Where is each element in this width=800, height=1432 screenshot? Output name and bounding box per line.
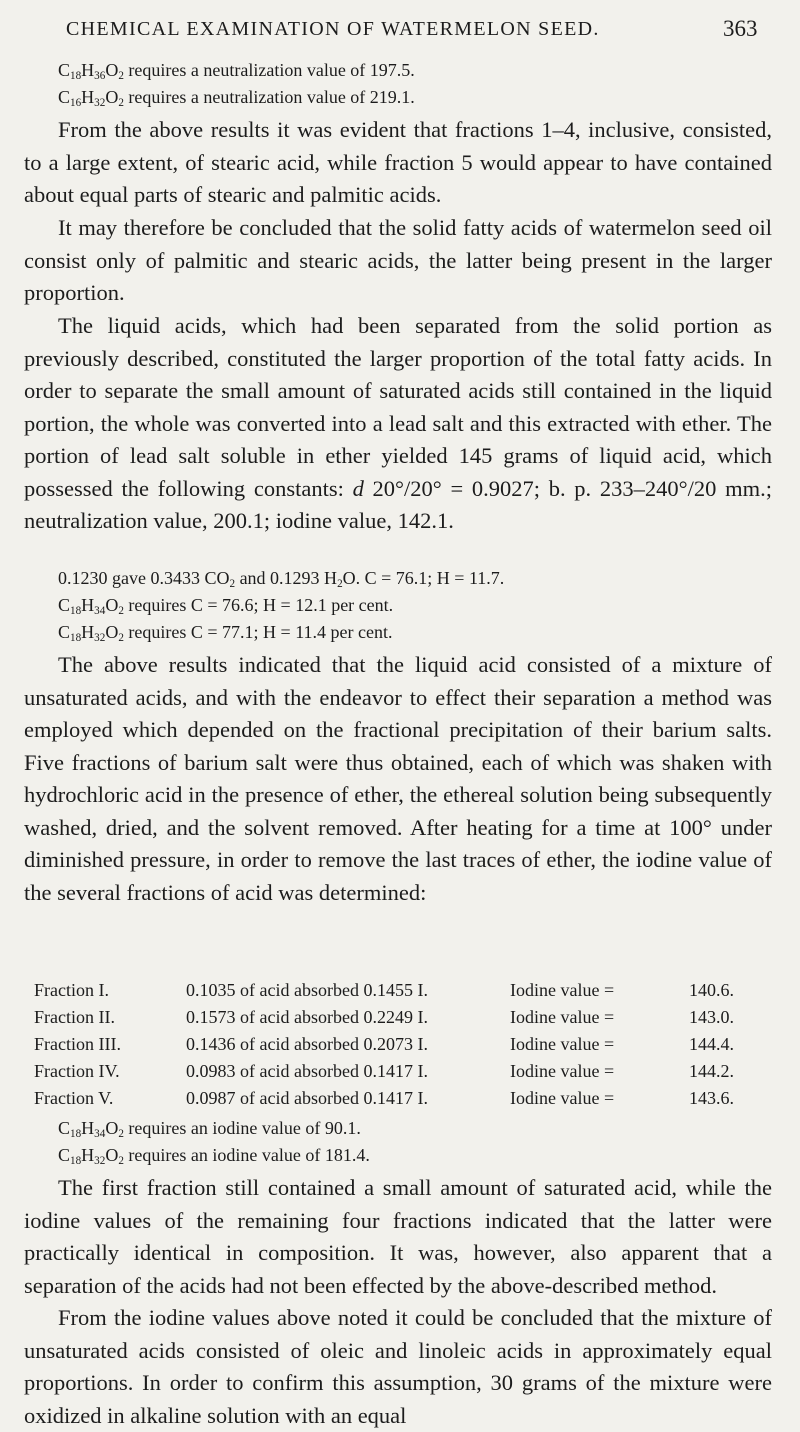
fraction-label: Fraction IV.	[34, 1061, 120, 1081]
analysis-line: $C_{18}H_{34}O_2$ requires C = 76.6; H = 12.1 per cent.	[58, 595, 394, 617]
page-header	[0, 14, 800, 54]
paragraph-text: From the above results it was evident that fractions 1–4, inclusive, consisted, to a large extent, of stearic acid, while fraction 5 would appear to have contained about equal parts of stearic and palmitic acids.	[24, 117, 772, 207]
paragraph	[24, 1302, 772, 1432]
analysis-line: 0.1230 gave 0.3433 $CO_2$ and 0.1293 $H_2O$. C = 76.1; H = 11.7.	[58, 568, 505, 590]
fraction-row	[24, 1007, 784, 1034]
requirement-line: $C_{18}H_{32}O_2$ requires an iodine value of 181.4.	[58, 1145, 370, 1167]
iodine-value: 143.6.	[689, 1088, 734, 1108]
iodine-label: Iodine value =	[510, 1088, 615, 1108]
fraction-detail: 0.1573 of acid absorbed 0.2249 I.	[186, 1007, 428, 1027]
paragraph-text: It may therefore be concluded that the solid fatty acids of watermelon seed oil consist only of palmitic and stearic acids, the latter being present in the larger proportion.	[24, 215, 772, 305]
fraction-label: Fraction II.	[34, 1007, 115, 1027]
fraction-row	[24, 1088, 784, 1115]
fraction-label: Fraction III.	[34, 1034, 121, 1054]
paragraph-text: The liquid acids, which had been separated from the solid portion as previously described, constituted the larger proportion of the total fatty acids. In order to separate the small amount of saturated acids still contained in the liquid portion, the whole was converted into a lead salt and this extracted with ether. The portion of lead salt soluble in ether yielded 145 grams of liquid acid, which possessed the following constants: d 20°/20° = 0.9027; b. p. 233–240°/20 mm.; neutralization value, 200.1; iodine value, 142.1.	[24, 313, 772, 533]
paragraph-text: From the iodine values above noted it could be concluded that the mixture of unsaturated acids consisted of oleic and linoleic acids in approximately equal proportions. In order to confirm this assumption, 30 grams of the mixture were oxidized in alkaline solution with an equal	[24, 1305, 772, 1428]
fraction-detail: 0.0983 of acid absorbed 0.1417 I.	[186, 1061, 428, 1081]
paragraph	[24, 212, 772, 310]
paragraph	[24, 649, 772, 909]
analysis-line: $C_{18}H_{32}O_2$ requires C = 77.1; H = 11.4 per cent.	[58, 622, 393, 644]
paragraph	[24, 310, 772, 538]
paragraph	[24, 1172, 772, 1302]
running-title: CHEMICAL EXAMINATION OF WATERMELON SEED.	[66, 18, 600, 40]
fraction-row	[24, 1034, 784, 1061]
formula-line: $C_{18}H_{36}O_2$ requires a neutralization value of 197.5.	[58, 60, 415, 82]
iodine-label: Iodine value =	[510, 1034, 615, 1054]
paragraph	[24, 114, 772, 212]
iodine-value: 144.4.	[689, 1034, 734, 1054]
iodine-label: Iodine value =	[510, 980, 615, 1000]
iodine-label: Iodine value =	[510, 1007, 615, 1027]
formula-line: $C_{16}H_{32}O_2$ requires a neutralization value of 219.1.	[58, 87, 415, 109]
iodine-label: Iodine value =	[510, 1061, 615, 1081]
iodine-value: 140.6.	[689, 980, 734, 1000]
paragraph-text: The first fraction still contained a small amount of saturated acid, while the iodine values of the remaining four fractions indicated that the latter were practically identical in composition. It was, however, also apparent that a separation of the acids had not been effected by the above-described method.	[24, 1175, 772, 1298]
paragraph-text: The above results indicated that the liquid acid consisted of a mixture of unsaturated acids, and with the endeavor to effect their separation a method was employed which depended on the fractional precipitation of their barium salts. Five fractions of barium salt were thus obtained, each of which was shaken with hydrochloric acid in the presence of ether, the ethereal solution being subsequently washed, dried, and the solvent removed. After heating for a time at 100° under diminished pressure, in order to remove the last traces of ether, the iodine value of the several fractions of acid was determined:	[24, 652, 772, 905]
fraction-row	[24, 1061, 784, 1088]
fraction-row	[24, 980, 784, 1007]
iodine-value: 143.0.	[689, 1007, 734, 1027]
fraction-detail: 0.0987 of acid absorbed 0.1417 I.	[186, 1088, 428, 1108]
fraction-detail: 0.1436 of acid absorbed 0.2073 I.	[186, 1034, 428, 1054]
fraction-label: Fraction I.	[34, 980, 109, 1000]
fraction-detail: 0.1035 of acid absorbed 0.1455 I.	[186, 980, 428, 1000]
requirement-line: $C_{18}H_{34}O_2$ requires an iodine value of 90.1.	[58, 1118, 361, 1140]
fraction-label: Fraction V.	[34, 1088, 114, 1108]
iodine-value: 144.2.	[689, 1061, 734, 1081]
page-number: 363	[723, 16, 758, 41]
